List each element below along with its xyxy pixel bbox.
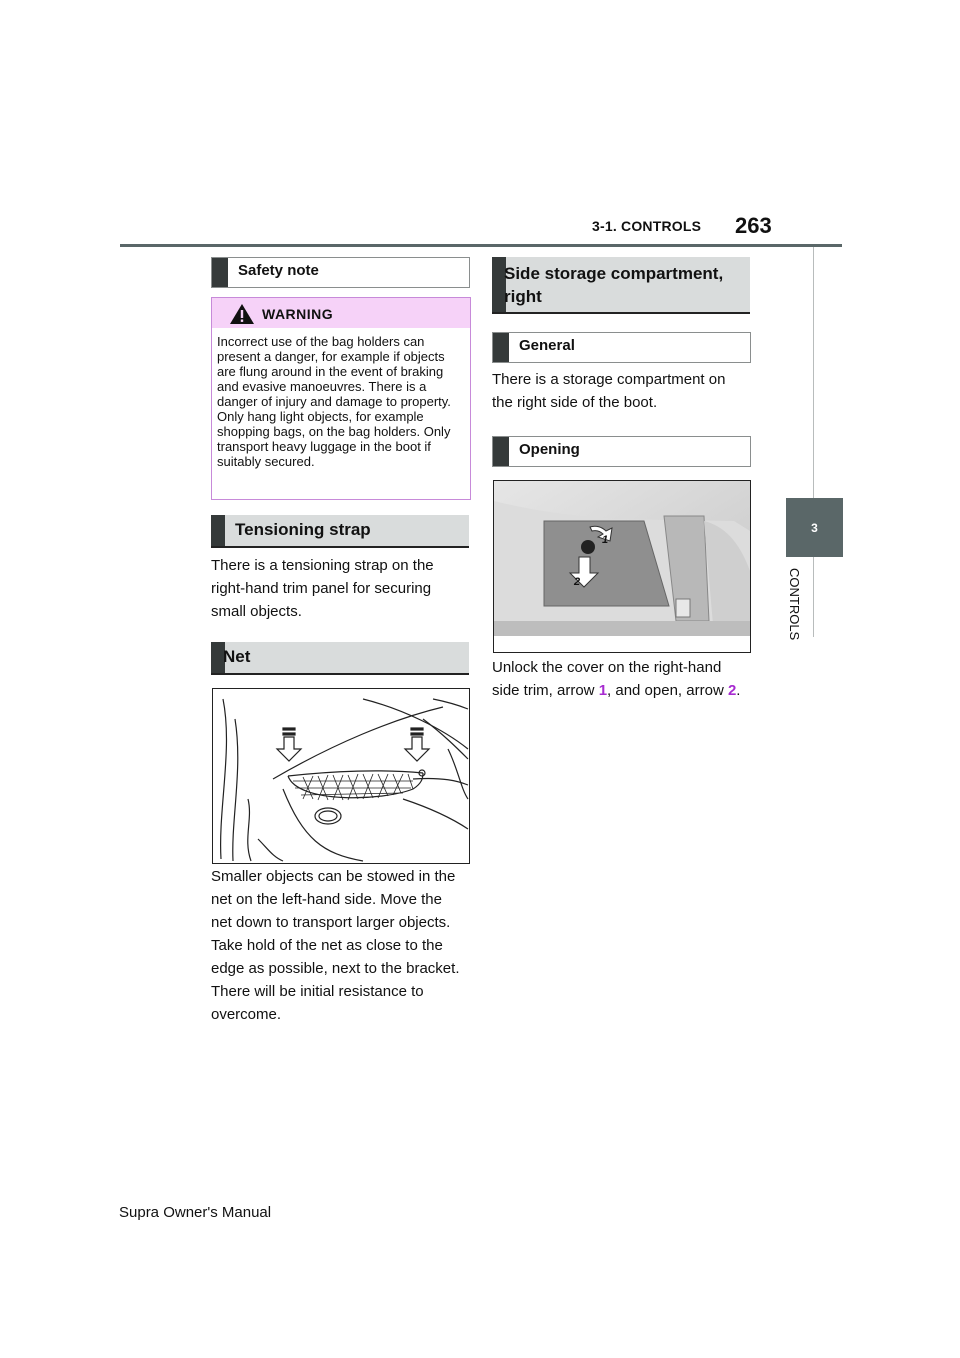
tensioning-strap-text: There is a tensioning strap on the right-hand trim panel for securing small objects. xyxy=(211,557,434,620)
net-figure xyxy=(212,688,470,864)
general-text: There is a storage compartment on the right side of the boot. xyxy=(492,371,726,411)
net-illustration xyxy=(213,689,469,863)
net-title: Net xyxy=(223,647,251,666)
section-label: 3-1. CONTROLS xyxy=(592,218,702,234)
arrow-2-ref: 2 xyxy=(727,682,737,699)
safety-note-heading xyxy=(211,257,470,288)
warning-box xyxy=(211,297,471,500)
heading-bar xyxy=(212,258,228,287)
heading-bar xyxy=(211,515,225,546)
storage-compartment-figure xyxy=(493,480,751,653)
opening-text-part3: . xyxy=(736,682,741,699)
side-storage-title xyxy=(504,262,723,308)
chapter-number: 3 xyxy=(811,520,818,535)
opening-text xyxy=(492,656,750,702)
net-text: Smaller objects can be stowed in the net on the left-hand side. Move the net down to transport larger objects. Take hold of the net as close to the edge as possible, next to the bracket. There will be initial resistance to overcome. xyxy=(211,868,460,1023)
figure-label-1: 1 xyxy=(602,534,609,546)
side-rule-bottom xyxy=(813,557,814,637)
heading-bar xyxy=(493,437,509,466)
side-storage-heading xyxy=(492,257,750,314)
warning-icon xyxy=(229,303,255,325)
safety-note-title: Safety note xyxy=(238,262,319,279)
footer-text: Supra Owner's Manual xyxy=(119,1204,272,1221)
opening-title: Opening xyxy=(519,441,580,458)
opening-heading xyxy=(492,436,751,467)
side-storage-title-line1: Side storage compartment, xyxy=(504,264,724,283)
page-number: 263 xyxy=(735,213,772,238)
figure-label-2: 2 xyxy=(574,576,581,588)
header-rule xyxy=(120,244,842,247)
opening-text-part1: Unlock the cover on the right-hand side trim, arrow xyxy=(492,659,722,699)
tensioning-strap-title: Tensioning strap xyxy=(235,520,371,539)
arrow-1-ref: 1 xyxy=(598,682,608,699)
warning-label: WARNING xyxy=(262,306,334,322)
general-title: General xyxy=(519,337,575,354)
storage-compartment-illustration xyxy=(494,481,750,652)
warning-text: Incorrect use of the bag holders can present a danger, for example if objects are flung around in the event of braking and evasive manoeuvres. There is a danger of injury and damage to property. Only hang light objects, for example shopping bags, on the bag holders. Only transport heavy luggage in the boot if suitably secured. xyxy=(217,334,451,469)
warning-header xyxy=(212,298,470,328)
heading-bar xyxy=(493,333,509,362)
chapter-label xyxy=(786,568,806,658)
tensioning-strap-heading xyxy=(211,515,469,548)
side-rule-top xyxy=(813,247,814,498)
side-storage-title-line2: right xyxy=(504,287,542,306)
chapter-label-text: CONTROLS xyxy=(787,568,802,641)
opening-text-part2: , and open, arrow xyxy=(607,682,728,699)
general-heading xyxy=(492,332,751,363)
net-heading xyxy=(211,642,469,675)
chapter-tab[interactable] xyxy=(786,498,843,557)
